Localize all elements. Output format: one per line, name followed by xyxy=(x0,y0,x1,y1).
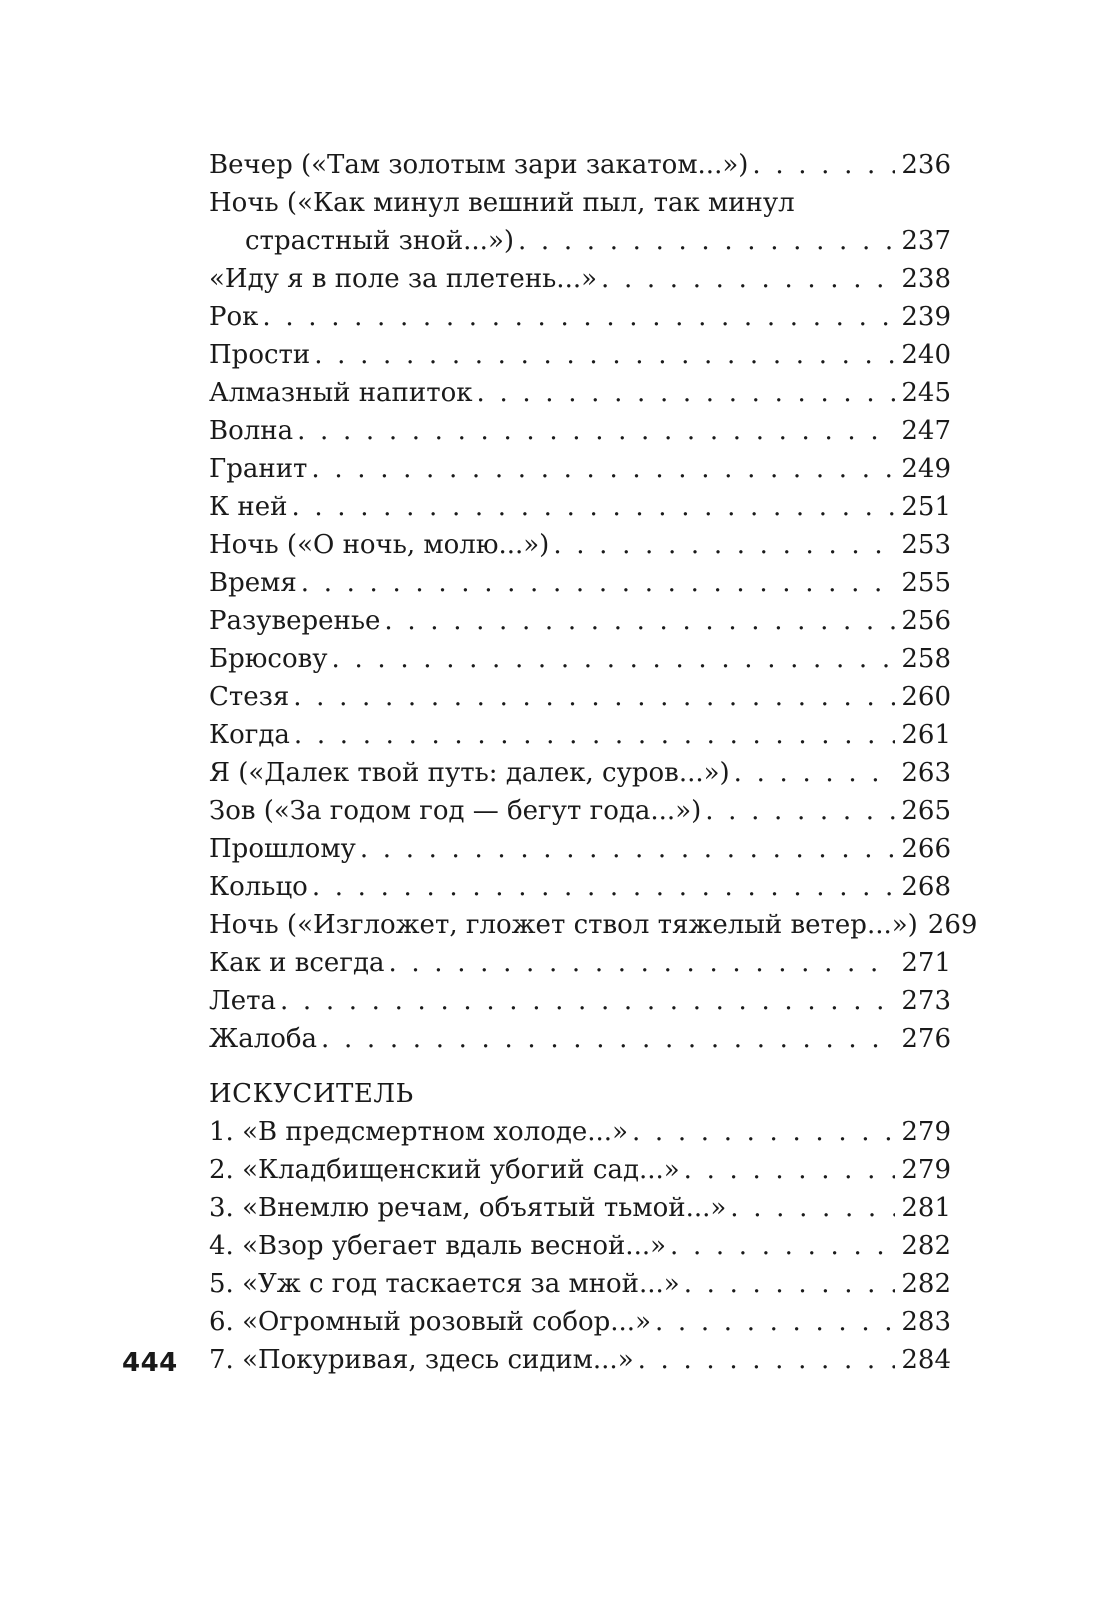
toc-entry[interactable] xyxy=(209,944,951,982)
toc-entry-page: 276 xyxy=(901,1024,951,1054)
toc-entry[interactable] xyxy=(209,754,951,792)
toc-entry[interactable] xyxy=(209,146,951,184)
toc-entry-title: Разуверенье xyxy=(209,606,381,636)
toc-entry[interactable] xyxy=(209,1341,951,1379)
toc-entry-title: 2. «Кладбищенский убогий сад...» xyxy=(209,1155,680,1185)
dot-leader xyxy=(360,830,896,868)
toc-entry-title: 6. «Огромный розовый собор...» xyxy=(209,1307,651,1337)
dot-leader xyxy=(601,260,895,298)
toc-entry-title: 1. «В предсмертном холоде...» xyxy=(209,1117,628,1147)
toc-entry-page: 255 xyxy=(901,568,951,598)
toc-entry[interactable] xyxy=(209,336,951,374)
toc-entry[interactable] xyxy=(209,1227,951,1265)
toc-entry-title: Время xyxy=(209,568,297,598)
dot-leader xyxy=(311,450,895,488)
toc-entry[interactable] xyxy=(209,868,951,906)
toc-entry-title: Жалоба xyxy=(209,1024,318,1054)
dot-leader xyxy=(312,868,896,906)
toc-entry-page: 279 xyxy=(901,1155,951,1185)
toc-entry-page: 261 xyxy=(901,720,951,750)
toc-entry-title: 5. «Уж с год таскается за мной...» xyxy=(209,1269,680,1299)
dot-leader xyxy=(332,640,896,678)
toc-entry-title: Ночь («Изгложет, гложет ствол тяжелый ветер...») xyxy=(209,910,918,940)
toc-entry-title: Я («Далек твой путь: далек, суров...») xyxy=(209,758,730,788)
dot-leader xyxy=(638,1341,896,1379)
toc-entry-page: 237 xyxy=(901,226,951,256)
section-entries-list xyxy=(209,1113,951,1379)
dot-leader xyxy=(670,1227,895,1265)
toc-entry-page: 260 xyxy=(901,682,951,712)
toc-entry-title: 3. «Внемлю речам, объятый тьмой...» xyxy=(209,1193,727,1223)
toc-entry[interactable] xyxy=(209,488,951,526)
toc-entry-title: «Иду я в поле за плетень...» xyxy=(209,264,598,294)
toc-entry-title: Прости xyxy=(209,340,311,370)
toc-entry[interactable] xyxy=(209,260,951,298)
toc-entry-title: 7. «Покуривая, здесь сидим...» xyxy=(209,1345,634,1375)
toc-entry-title: Зов («За годом год — бегут года...») xyxy=(209,796,702,826)
dot-leader xyxy=(301,564,896,602)
toc-entry[interactable] xyxy=(209,564,951,602)
dot-leader xyxy=(477,374,896,412)
toc-entry-page: 269 xyxy=(927,910,978,940)
toc-entry-title-continued: страстный зной...») xyxy=(245,226,514,256)
toc-entry-title: Лета xyxy=(209,986,276,1016)
toc-entry-title: 4. «Взор убегает вдаль весной...» xyxy=(209,1231,667,1261)
dot-leader xyxy=(280,982,895,1020)
toc-entry-page: 256 xyxy=(901,606,951,636)
dot-leader xyxy=(291,488,895,526)
dot-leader xyxy=(705,792,895,830)
toc-entry-title: Как и всегда xyxy=(209,948,385,978)
toc-entry[interactable] xyxy=(209,526,951,564)
dot-leader xyxy=(293,678,895,716)
toc-entry[interactable] xyxy=(209,716,951,754)
dot-leader xyxy=(655,1303,895,1341)
toc-entry-title: К ней xyxy=(209,492,288,522)
toc-entry-page: 282 xyxy=(901,1231,951,1261)
toc-entry-title: Алмазный напиток xyxy=(209,378,473,408)
toc-entry-title: Гранит xyxy=(209,454,308,484)
toc-entry[interactable] xyxy=(209,1265,951,1303)
dot-leader xyxy=(684,1151,896,1189)
toc-entry[interactable] xyxy=(209,1020,951,1058)
dot-leader xyxy=(384,602,895,640)
dot-leader xyxy=(684,1265,896,1303)
toc-entry-page: 268 xyxy=(901,872,951,902)
toc-entry-title: Ночь («О ночь, молю...») xyxy=(209,530,550,560)
toc-entry[interactable] xyxy=(209,298,951,336)
dot-leader xyxy=(321,1020,895,1058)
toc-entry-page: 266 xyxy=(901,834,951,864)
toc-entry-page: 265 xyxy=(901,796,951,826)
toc-entry-page: 249 xyxy=(901,454,951,484)
toc-entry-page: 263 xyxy=(901,758,951,788)
toc-entry-title: Прошлому xyxy=(209,834,356,864)
toc-entry-title: Кольцо xyxy=(209,872,308,902)
toc-entry-title: Стезя xyxy=(209,682,290,712)
toc-entry[interactable] xyxy=(209,906,978,944)
toc-entry-page: 251 xyxy=(901,492,951,522)
dot-leader xyxy=(294,716,895,754)
toc-entry-title: Волна xyxy=(209,416,294,446)
toc-entry[interactable] xyxy=(209,374,951,412)
dot-leader xyxy=(730,1189,895,1227)
toc-entry[interactable] xyxy=(209,412,951,450)
section-heading: ИСКУСИТЕЛЬ xyxy=(209,1079,414,1109)
toc-entry-page: 283 xyxy=(901,1307,951,1337)
dot-leader xyxy=(262,298,895,336)
toc-entry-page: 236 xyxy=(901,150,951,180)
toc-entry-page: 279 xyxy=(901,1117,951,1147)
toc-entry-page: 284 xyxy=(901,1345,951,1375)
toc-entry-page: 271 xyxy=(901,948,951,978)
dot-leader xyxy=(297,412,895,450)
toc-entry[interactable] xyxy=(209,450,951,488)
toc-entry[interactable] xyxy=(209,1151,951,1189)
toc-entry-page: 245 xyxy=(901,378,951,408)
toc-entry-title: Рок xyxy=(209,302,259,332)
toc-entry-page: 238 xyxy=(901,264,951,294)
dot-leader xyxy=(734,754,896,792)
toc-entry-page: 281 xyxy=(901,1193,951,1223)
toc-entry-page: 258 xyxy=(901,644,951,674)
toc-entry[interactable] xyxy=(209,982,951,1020)
page-number: 444 xyxy=(122,1348,178,1378)
dot-leader xyxy=(632,1113,895,1151)
toc-entry-page: 273 xyxy=(901,986,951,1016)
toc-entry-page: 247 xyxy=(901,416,951,446)
table-of-contents xyxy=(209,146,978,1379)
toc-entry-title: Вечер («Там золотым зари закатом...») xyxy=(209,150,749,180)
toc-entry[interactable] xyxy=(209,678,951,716)
toc-entry[interactable] xyxy=(209,830,951,868)
toc-entry[interactable] xyxy=(209,184,951,260)
dot-leader xyxy=(752,146,895,184)
dot-leader xyxy=(314,336,895,374)
toc-entry-title: Ночь («Как минул вешний пыл, так минул xyxy=(209,188,795,218)
toc-entry-page: 239 xyxy=(901,302,951,332)
toc-entry[interactable] xyxy=(209,1113,951,1151)
toc-entry[interactable] xyxy=(209,1189,951,1227)
toc-entries-list xyxy=(209,260,978,1058)
dot-leader xyxy=(388,944,895,982)
dot-leader xyxy=(518,222,895,260)
toc-entry-page: 282 xyxy=(901,1269,951,1299)
toc-entry-title: Брюсову xyxy=(209,644,328,674)
dot-leader xyxy=(553,526,895,564)
toc-entry[interactable] xyxy=(209,602,951,640)
toc-entry-page: 253 xyxy=(901,530,951,560)
toc-entry[interactable] xyxy=(209,640,951,678)
toc-entry-title: Когда xyxy=(209,720,290,750)
toc-entry-page: 240 xyxy=(901,340,951,370)
toc-entry[interactable] xyxy=(209,792,951,830)
toc-entry[interactable] xyxy=(209,1303,951,1341)
